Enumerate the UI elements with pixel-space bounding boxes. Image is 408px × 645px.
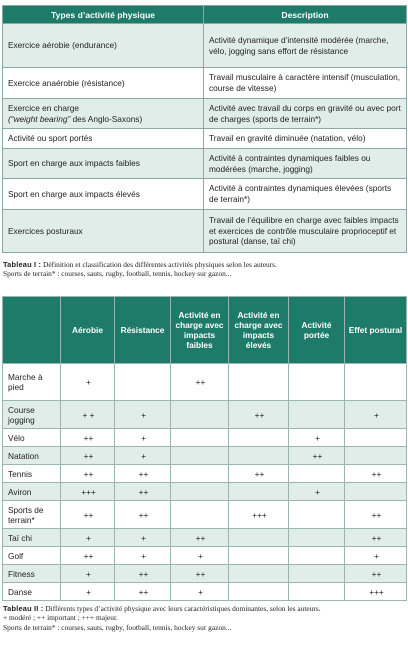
table2-header-impacts-faibles: Activité en charge avec impacts faibles [171,297,229,364]
table2-rating-cell: ++ [171,364,229,401]
table1-row [3,129,407,149]
table1-header-row [3,6,407,24]
table2-row [3,447,407,465]
table2-rating-cell [289,529,345,547]
table2-rating-cell: ++ [61,465,115,483]
table2-rating-cell: + [61,529,115,547]
table2-rating-cell: ++ [289,447,345,465]
table1-type-cell: Activité ou sport portés [3,129,204,149]
table1-row [3,149,407,179]
table2-rating-cell [229,583,289,601]
table2-rating-cell: + [61,583,115,601]
table2-caption-legend: + modéré ; ++ important ; +++ majeur. [3,613,118,623]
table2-rating-cell: +++ [345,583,407,601]
table2-rating-cell [229,364,289,401]
table1-type-cell: Exercice aérobie (endurance) [3,24,204,68]
table2-activity-name: Sports de terrain* [3,501,61,529]
table2-rating-cell: + [115,429,171,447]
table1-description-cell: Travail musculaire à caractère intensif (musculation, course de vitesse) [204,68,407,99]
table1-caption-label: Tableau I : [3,260,42,269]
table2-header-aerobie: Aérobie [61,297,115,364]
table2-activity-name: Vélo [3,429,61,447]
table2-rating-cell [289,401,345,429]
table2-rating-cell: + [115,529,171,547]
table2-row [3,465,407,483]
table1-type-cell: Exercice anaérobie (résistance) [3,68,204,99]
table2-row [3,483,407,501]
table1-description-cell: Activité avec travail du corps en gravité ou avec port de charges (sports de terrain*) [204,99,407,129]
table2-rating-cell: ++ [61,447,115,465]
table2-rating-cell: ++ [115,483,171,501]
table2-row [3,547,407,565]
table2-rating-cell [289,583,345,601]
table2-rating-cell: + [345,547,407,565]
table2-rating-cell [229,483,289,501]
table2-activity-name: Fitness [3,565,61,583]
table2-rating-cell [289,501,345,529]
table1-row [3,179,407,210]
table2-rating-cell: ++ [171,565,229,583]
table2-rating-cell: + [171,547,229,565]
table1-caption-text: Définition et classification des différentes activités physiques selon les auteurs. [41,260,277,269]
table2-activity-name: Marche à pied [3,364,61,401]
table2-rating-cell: + [115,547,171,565]
table2-rating-cell: ++ [229,401,289,429]
table2-rating-cell: + [115,447,171,465]
table2-rating-cell: ++ [229,465,289,483]
table2-activity-name: Aviron [3,483,61,501]
table1-row [3,24,407,68]
table2-rating-cell: ++ [115,465,171,483]
table2-row [3,565,407,583]
table2-rating-cell: ++ [61,429,115,447]
table2-rating-cell: + [115,401,171,429]
table2-rating-cell [289,547,345,565]
table2-rating-cell: ++ [345,529,407,547]
table1-row [3,99,407,129]
table1-row [3,68,407,99]
table2-rating-cell [229,547,289,565]
table2-rating-cell [229,529,289,547]
table2-activity-name: Tennis [3,465,61,483]
table1-type-cell: Sport en charge aux impacts faibles [3,149,204,179]
table2-rating-cell: ++ [61,501,115,529]
table1-description-cell: Activité dynamique d’intensité modérée (marche, vélo, jogging sans effort de résistance [204,24,407,68]
table2-rating-cell: ++ [115,583,171,601]
table1-type-line1: Exercice en charge [8,102,80,113]
table2-rating-cell [229,429,289,447]
table2-rating-cell [345,429,407,447]
table2-rating-cell: +++ [229,501,289,529]
activity-characteristics-table [2,296,407,601]
table2-header-impacts-eleves: Activité en charge avec impacts élevés [229,297,289,364]
table2-rating-cell [171,501,229,529]
table2-rating-cell: +++ [61,483,115,501]
table2-rating-cell: + [171,583,229,601]
table2-activity-name: Course jogging [3,401,61,429]
table2-rating-cell [171,401,229,429]
table2-rating-cell [289,565,345,583]
table1-header-type: Types d’activité physique [3,6,204,24]
table2-header-activite-portee: Activité portée [289,297,345,364]
table2-activity-name: Golf [3,547,61,565]
table2-rating-cell: ++ [115,501,171,529]
table2-rating-cell [171,429,229,447]
table2-caption-label: Tableau II : [3,604,44,613]
table1-type-line2: des Anglo-Saxons) [70,113,143,124]
table2-row [3,501,407,529]
table2-rating-cell: ++ [345,465,407,483]
table2-rating-cell [229,565,289,583]
table2-rating-cell [171,465,229,483]
table1-type-cell: Sport en charge aux impacts élevés [3,179,204,210]
table2-header-corner [3,297,61,364]
table2-rating-cell: ++ [171,529,229,547]
table1-description-cell: Travail de l’équilibre en charge avec faibles impacts et exercices de contrôle musculaire proprioceptif et postural (danse, taï chi) [204,210,407,253]
table2-caption-note: Sports de terrain* : courses, sauts, rugby, football, tennis, hockey sur gazon... [3,622,232,632]
table1-description-cell: Activité à contraintes dynamiques élevées (sports de terrain*) [204,179,407,210]
table2-body [3,364,407,601]
table2-row [3,583,407,601]
table2-activity-name: Danse [3,583,61,601]
table1-row [3,210,407,253]
table2-caption [3,604,405,632]
table1-description-cell: Travail en gravité diminuée (natation, vélo) [204,129,407,149]
table2-rating-cell: ++ [345,565,407,583]
table1-description-cell: Activité à contraintes dynamiques faibles ou modérées (marche, jogging) [204,149,407,179]
table2-row [3,401,407,429]
table2-rating-cell: + [61,565,115,583]
table2-rating-cell [289,364,345,401]
table2-rating-cell [345,447,407,465]
table2-row [3,429,407,447]
table2-rating-cell: ++ [115,565,171,583]
table2-header-row [3,297,407,364]
table1-header-description: Description [204,6,407,24]
table2-rating-cell: + [61,364,115,401]
activity-definition-table [2,5,407,253]
table2-header-resistance: Résistance [115,297,171,364]
table2-header-effet-postural: Effet postural [345,297,407,364]
table2-rating-cell: + [289,429,345,447]
table2-caption-text: Différents types d’activité physique avec leurs caractéristiques dominantes, selon les auteurs. [43,604,321,613]
table2-rating-cell [345,483,407,501]
table1-type-cell [3,99,204,129]
table2-activity-name: Natation [3,447,61,465]
table2-rating-cell: + [345,401,407,429]
table2-row [3,364,407,401]
table1-type-italic: (“weight bearing” [8,113,71,124]
table1-type-cell: Exercices posturaux [3,210,204,253]
table2-rating-cell [345,364,407,401]
table2-rating-cell: ++ [61,547,115,565]
table2-activity-name: Taï chi [3,529,61,547]
table2-rating-cell [229,447,289,465]
table2-row [3,529,407,547]
table2-rating-cell: + [289,483,345,501]
table2-rating-cell: + + [61,401,115,429]
table1-caption-note: Sports de terrain* : courses, sauts, rugby, football, tennis, hockey sur gazon... [3,269,232,279]
table2-rating-cell [289,465,345,483]
table2-rating-cell [171,483,229,501]
table2-rating-cell: ++ [345,501,407,529]
table2-rating-cell [171,447,229,465]
table1-caption [3,260,405,279]
table2-rating-cell [115,364,171,401]
